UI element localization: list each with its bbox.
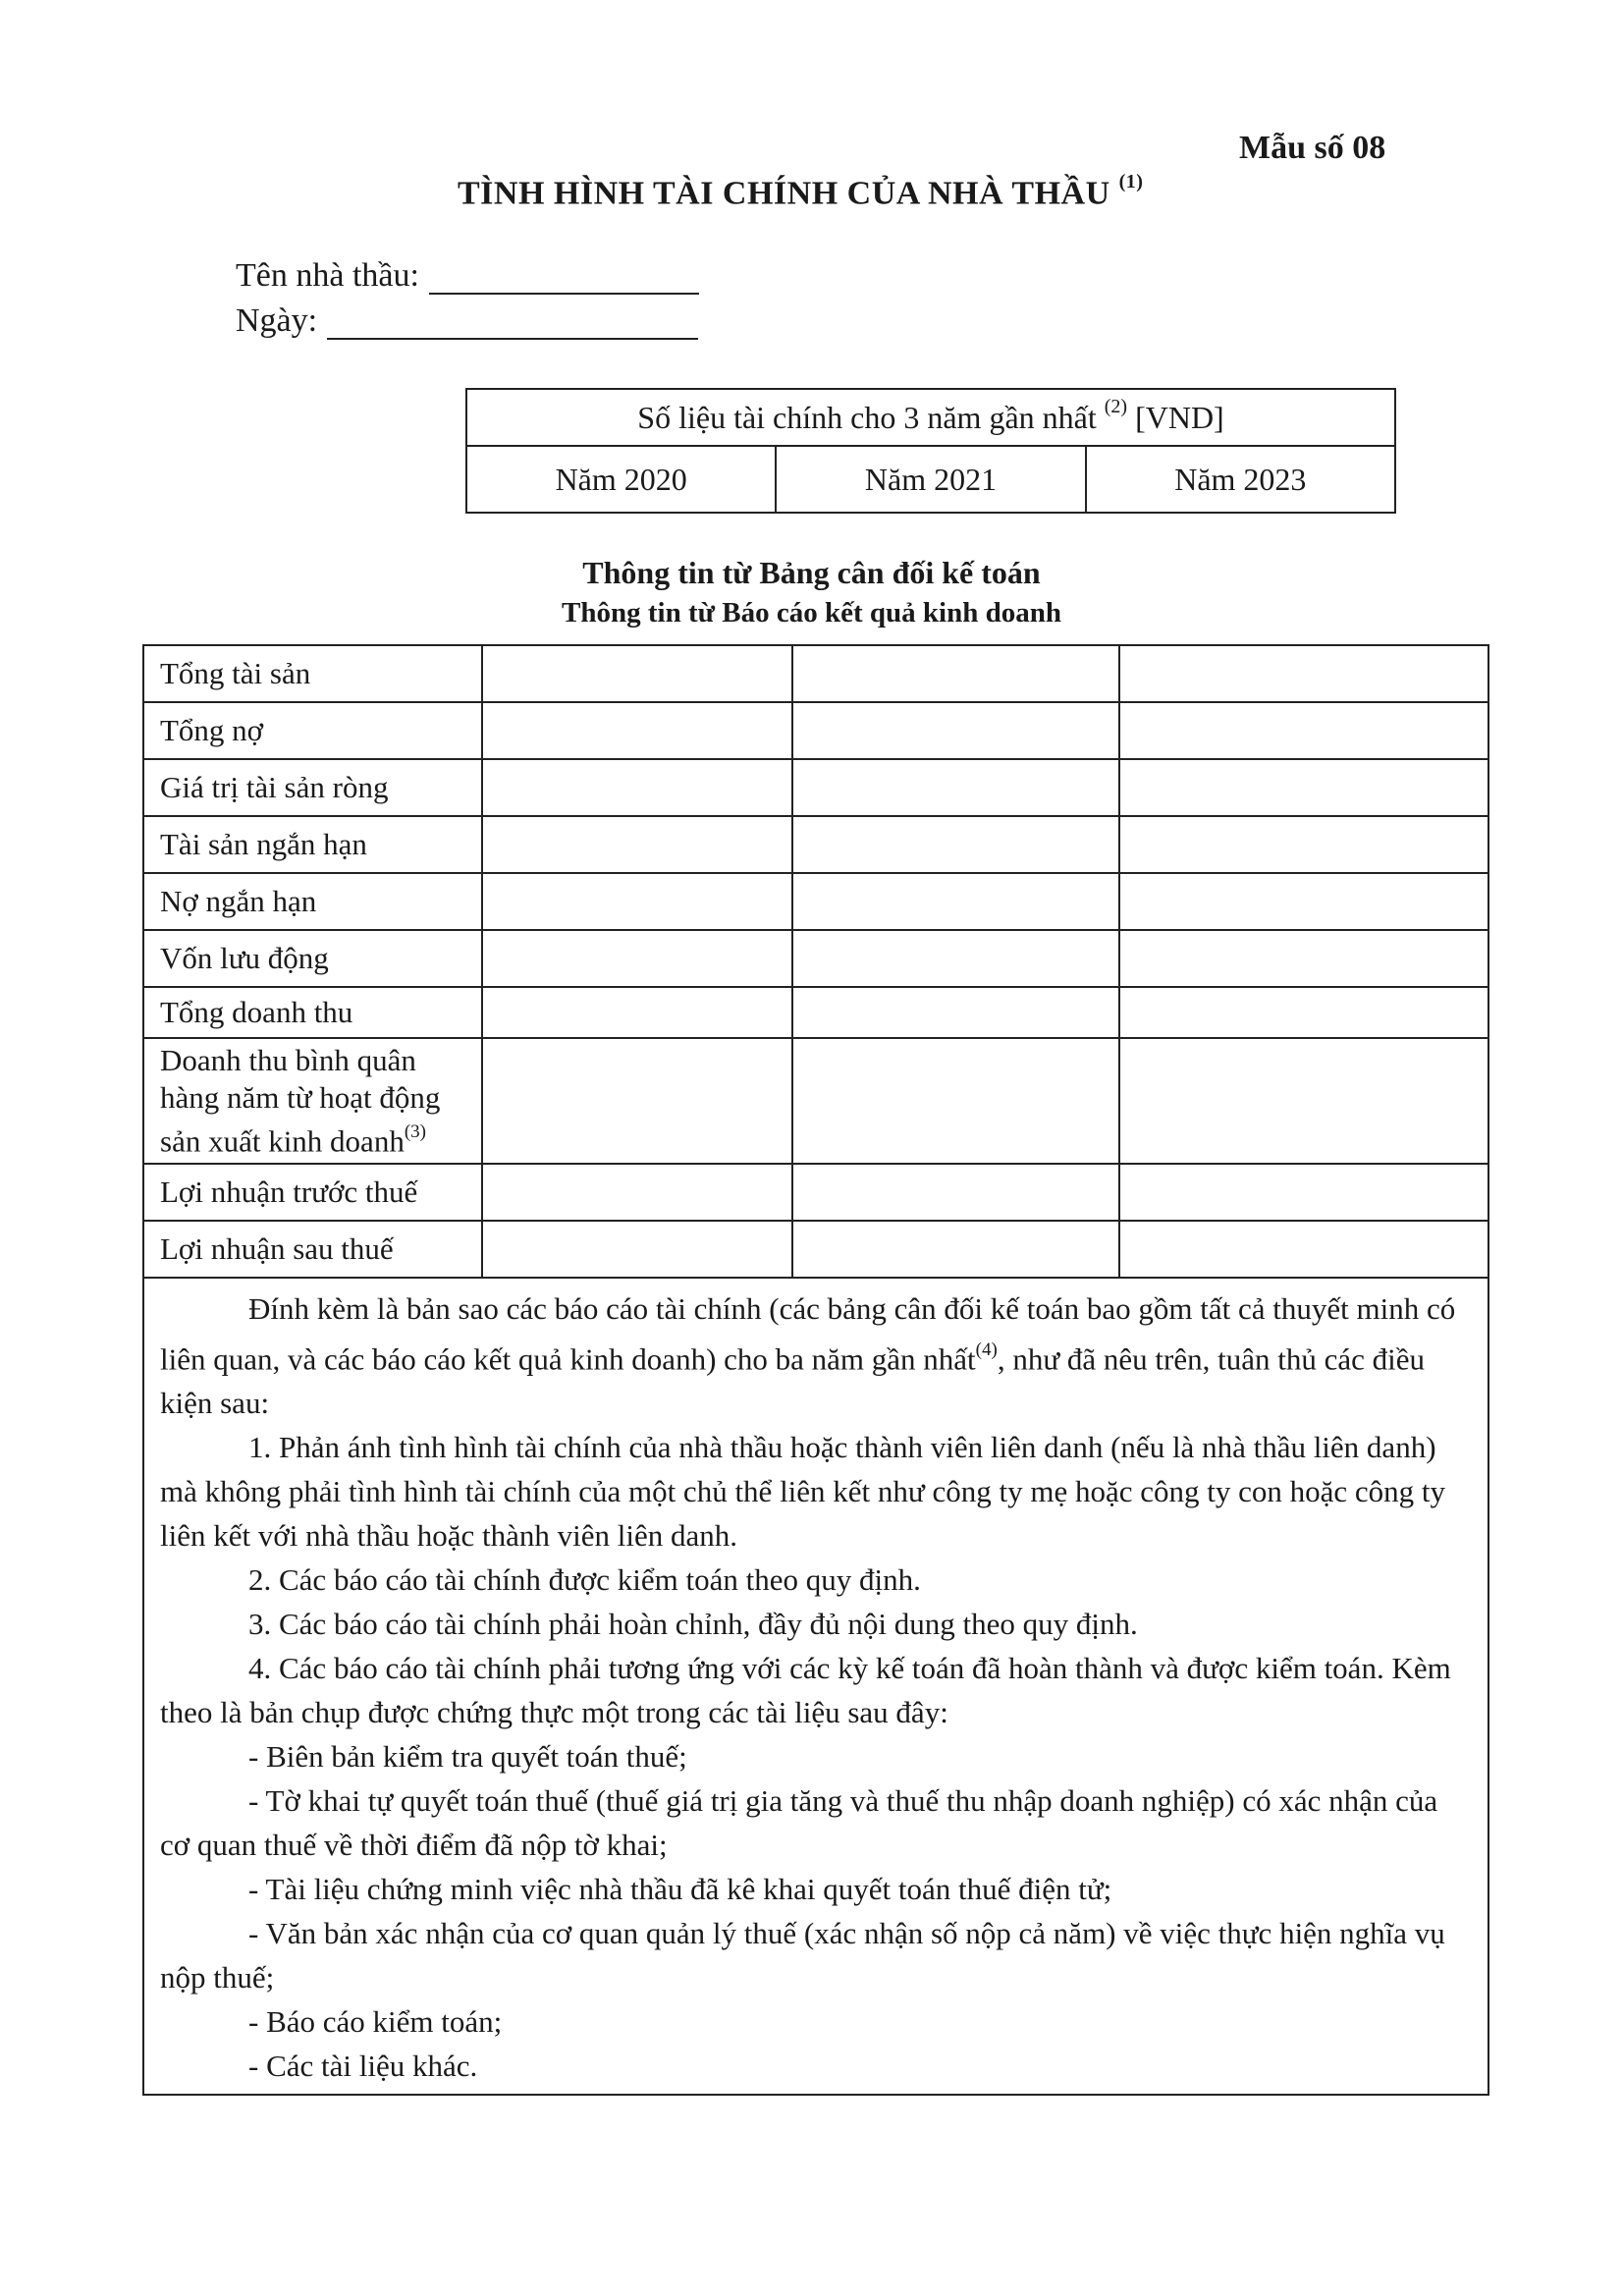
financial-caption-footnote: (2) xyxy=(1104,395,1128,417)
date-field xyxy=(236,302,698,340)
financial-caption xyxy=(466,389,1395,446)
condition-1: 1. Phản ánh tình hình tài chính của nhà thầu hoặc thành viên liên danh (nếu là nhà thầu liên danh) mà không phải tình hình tài chính của một chủ thể liên kết như công ty mẹ hoặc công ty con hoặc công ty liên kết với nhà thầu hoặc thành viên liên danh. xyxy=(160,1430,1446,1554)
financial-data-table xyxy=(142,644,1489,2096)
notes-cell xyxy=(143,1278,1488,2095)
data-cell[interactable] xyxy=(792,1164,1120,1221)
income-statement-heading: Thông tin từ Báo cáo kết quả kinh doanh xyxy=(562,597,1061,629)
row-label-total-assets: Tổng tài sản xyxy=(143,645,482,702)
table-row xyxy=(143,930,1488,987)
data-cell[interactable] xyxy=(1119,816,1488,873)
contractor-name-label: Tên nhà thầu: xyxy=(236,257,419,294)
document-item-5: - Báo cáo kiểm toán; xyxy=(248,2004,503,2040)
title-footnote: (1) xyxy=(1118,171,1144,192)
year-2023: Năm 2023 xyxy=(1086,446,1395,513)
data-cell[interactable] xyxy=(792,645,1120,702)
notes-intro-tail: , như đã nêu trên, tuân thủ các điều kiện sau: xyxy=(160,1341,1425,1421)
data-cell[interactable] xyxy=(1119,1221,1488,1278)
data-cell[interactable] xyxy=(482,930,792,987)
data-cell[interactable] xyxy=(1119,759,1488,816)
page-title xyxy=(458,171,1144,212)
condition-4: 4. Các báo cáo tài chính phải tương ứng với các kỳ kế toán đã hoàn thành và được kiểm toán. Kèm theo là bản chụp được chứng thực một trong các tài liệu sau đây: xyxy=(160,1651,1451,1730)
form-code: Mẫu số 08 xyxy=(1239,130,1386,166)
date-blank[interactable] xyxy=(327,308,698,340)
data-cell[interactable] xyxy=(1119,1164,1488,1221)
row-label-profit-before-tax: Lợi nhuận trước thuế xyxy=(143,1164,482,1221)
row-label-total-revenue: Tổng doanh thu xyxy=(143,987,482,1038)
contractor-name-blank[interactable] xyxy=(429,263,699,295)
table-row xyxy=(143,759,1488,816)
data-cell[interactable] xyxy=(1119,645,1488,702)
table-row xyxy=(143,645,1488,702)
date-label: Ngày: xyxy=(236,302,318,339)
data-cell[interactable] xyxy=(482,645,792,702)
row-label-net-worth: Giá trị tài sản ròng xyxy=(143,759,482,816)
condition-3: 3. Các báo cáo tài chính phải hoàn chỉnh, đầy đủ nội dung theo quy định. xyxy=(248,1607,1138,1642)
notes-intro-footnote: (4) xyxy=(975,1339,998,1360)
contractor-name-field xyxy=(236,257,699,295)
document-item-6: - Các tài liệu khác. xyxy=(248,2049,478,2084)
data-cell[interactable] xyxy=(792,1038,1120,1164)
table-row xyxy=(143,1038,1488,1164)
document-item-4: - Văn bản xác nhận của cơ quan quản lý thuế (xác nhận số nộp cả năm) về việc thực hiện nghĩa vụ nộp thuế; xyxy=(160,1916,1445,1995)
table-row xyxy=(143,702,1488,759)
data-cell[interactable] xyxy=(792,816,1120,873)
data-cell[interactable] xyxy=(1119,873,1488,930)
row-label-average-revenue xyxy=(143,1038,482,1164)
data-cell[interactable] xyxy=(482,1038,792,1164)
row-label-profit-after-tax: Lợi nhuận sau thuế xyxy=(143,1221,482,1278)
data-cell[interactable] xyxy=(482,702,792,759)
data-cell[interactable] xyxy=(1119,702,1488,759)
document-item-3: - Tài liệu chứng minh việc nhà thầu đã kê khai quyết toán thuế điện tử; xyxy=(248,1872,1112,1907)
data-cell[interactable] xyxy=(1119,1038,1488,1164)
document-item-1: - Biên bản kiểm tra quyết toán thuế; xyxy=(248,1739,687,1775)
data-cell[interactable] xyxy=(792,930,1120,987)
condition-2: 2. Các báo cáo tài chính được kiểm toán theo quy định. xyxy=(248,1562,921,1598)
table-row xyxy=(143,1164,1488,1221)
currency-label: [VND] xyxy=(1135,399,1224,435)
title-text: TÌNH HÌNH TÀI CHÍNH CỦA NHÀ THẦU xyxy=(458,175,1110,212)
avg-revenue-line-2: hàng năm từ hoạt động xyxy=(160,1079,441,1115)
row-label-current-liabilities: Nợ ngắn hạn xyxy=(143,873,482,930)
table-row xyxy=(143,987,1488,1038)
row-label-working-capital: Vốn lưu động xyxy=(143,930,482,987)
document-item-2: - Tờ khai tự quyết toán thuế (thuế giá trị gia tăng và thuế thu nhập doanh nghiệp) có xác nhận của cơ quan thuế về thời điểm đã nộp tờ khai; xyxy=(160,1783,1438,1863)
data-cell[interactable] xyxy=(482,759,792,816)
data-cell[interactable] xyxy=(792,1221,1120,1278)
table-row xyxy=(143,1221,1488,1278)
data-cell[interactable] xyxy=(792,987,1120,1038)
avg-revenue-line-1: Doanh thu bình quân xyxy=(160,1042,416,1077)
financial-years-header xyxy=(465,388,1396,514)
notes-intro-text: Đính kèm là bản sao các báo cáo tài chính (các bảng cân đối kế toán bao gồm tất cả thuyết minh có liên quan, và các báo cáo kết quả kinh doanh) cho ba năm gần nhất xyxy=(160,1291,1456,1377)
notes-row xyxy=(143,1278,1488,2095)
data-cell[interactable] xyxy=(792,759,1120,816)
row-label-current-assets: Tài sản ngắn hạn xyxy=(143,816,482,873)
year-2020: Năm 2020 xyxy=(466,446,776,513)
avg-revenue-line-3 xyxy=(160,1117,481,1160)
year-2021: Năm 2021 xyxy=(776,446,1085,513)
data-cell[interactable] xyxy=(792,702,1120,759)
data-cell[interactable] xyxy=(482,1221,792,1278)
balance-sheet-heading: Thông tin từ Bảng cân đối kế toán xyxy=(582,555,1041,590)
avg-revenue-footnote: (3) xyxy=(404,1121,426,1142)
data-cell[interactable] xyxy=(482,987,792,1038)
data-cell[interactable] xyxy=(482,816,792,873)
financial-caption-text: Số liệu tài chính cho 3 năm gần nhất xyxy=(637,399,1097,435)
table-row xyxy=(143,873,1488,930)
data-cell[interactable] xyxy=(1119,930,1488,987)
data-cell[interactable] xyxy=(482,1164,792,1221)
data-cell[interactable] xyxy=(792,873,1120,930)
row-label-total-liabilities: Tổng nợ xyxy=(143,702,482,759)
table-row xyxy=(143,816,1488,873)
data-cell[interactable] xyxy=(482,873,792,930)
data-cell[interactable] xyxy=(1119,987,1488,1038)
notes-intro xyxy=(160,1286,1472,1425)
avg-revenue-line-3-text: sản xuất kinh doanh xyxy=(160,1123,405,1159)
